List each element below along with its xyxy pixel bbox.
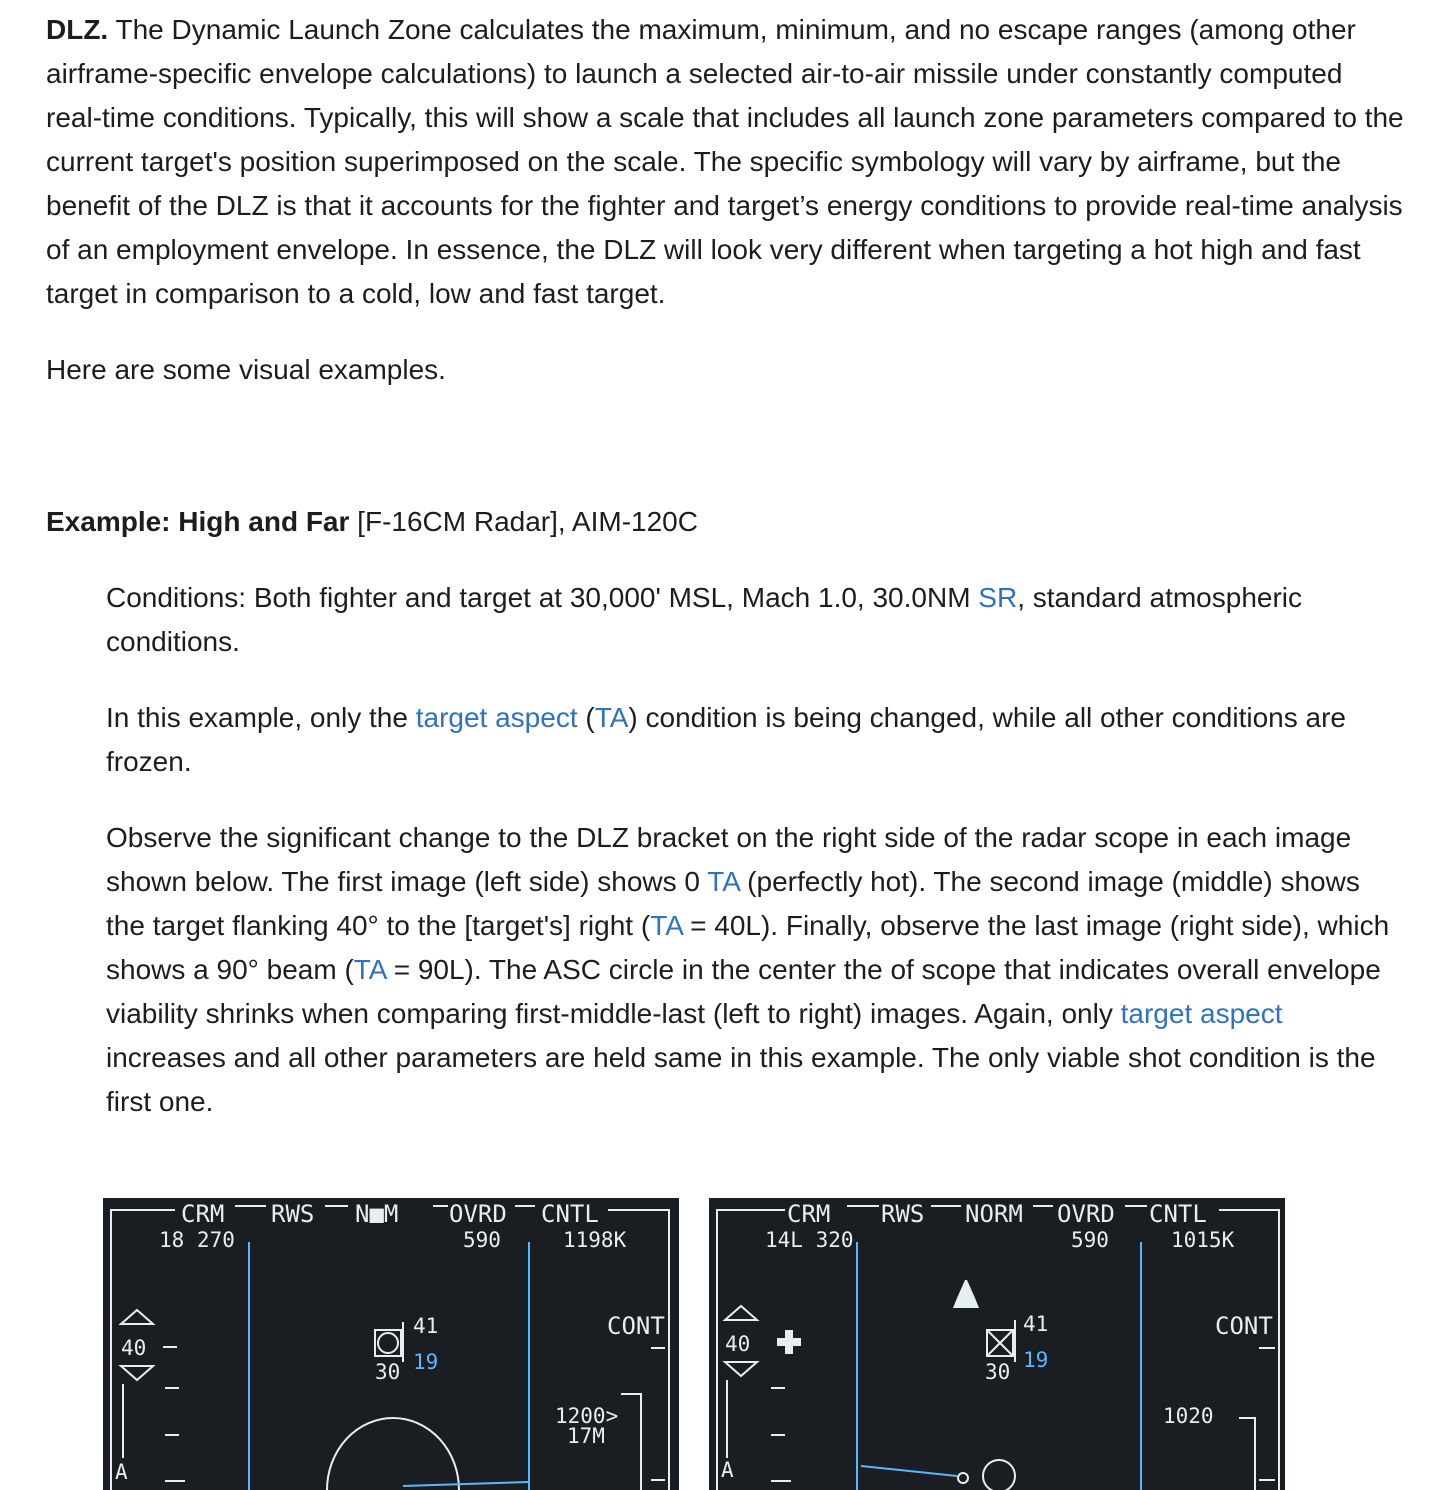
scope-2-track-heading: 30 — [985, 1360, 1011, 1384]
scope-1-cont-label: CONT — [607, 1312, 665, 1340]
dlz-description: The Dynamic Launch Zone calculates the maximum, minimum, and no escape ranges (among other airframe-specific envelope calculations) to launch a selected air-to-air missile under constantly computed real-time conditions. Typically, this will show a scale that includes all launch zone parameters compared to the current target's position superimposed on the scale. The specific symbology will vary by airframe, but the benefit of the DLZ is that it accounts for the fighter and target’s energy conditions to provide real-time analysis of an employment envelope. In essence, the DLZ will look very different when targeting a hot high and fast target in comparison to a cold, low and fast target. — [46, 14, 1404, 309]
scope-1-mode-ovrd: OVRD — [449, 1200, 507, 1228]
conditions-text-b: , standard atmospheric conditions. — [106, 582, 1303, 657]
scope-1-track-altitude: 41 — [413, 1314, 439, 1338]
scope-2-range-scale: 40 — [725, 1332, 751, 1356]
scope-2-range-azimuth: 14L 320 — [765, 1228, 854, 1252]
ta-link-3[interactable]: TA — [353, 954, 386, 985]
scope-2-mode-ovrd: OVRD — [1057, 1200, 1115, 1228]
observe-paragraph — [106, 816, 1406, 1124]
ta-link[interactable]: TA — [594, 702, 629, 733]
example-block — [46, 576, 1406, 1124]
scope-1-value-590: 590 — [463, 1228, 501, 1252]
scope-1-track-speed: 19 — [413, 1350, 439, 1374]
scope-1-mode-cntl: CNTL — [541, 1200, 599, 1228]
scope-2-mode-crm: CRM — [787, 1200, 831, 1228]
scope-1-dlz-time: 17M — [567, 1424, 605, 1448]
observe-text-5: increases and all other parameters are held same in this example. The only viable shot condition is the first one. — [106, 1042, 1376, 1117]
scope-1-range-scale: 40 — [121, 1336, 147, 1360]
aspect-paragraph — [106, 696, 1406, 784]
target-aspect-link[interactable]: target aspect — [415, 702, 578, 733]
dlz-paragraph — [46, 8, 1406, 316]
scope-1-dlz-range: 1200> — [555, 1404, 619, 1428]
scope-2-side-label: A — [721, 1458, 734, 1482]
scope-2-track-altitude: 41 — [1023, 1312, 1049, 1336]
aspect-text-b: ) condition is being changed, while all other conditions are frozen. — [106, 702, 1346, 777]
example-heading — [46, 500, 1406, 544]
observe-text-1: Observe the significant change to the DLZ bracket on the right side of the radar scope in each image shown below. The first image (left side) shows 0 — [106, 822, 1352, 897]
scope-1-side-label: A — [115, 1460, 128, 1484]
example-title-bold: Example: High and Far — [46, 506, 350, 537]
article-body — [46, 8, 1406, 1124]
example-title-rest: [F-16CM Radar], AIM-120C — [349, 506, 698, 537]
scope-1-mode-crm: CRM — [181, 1200, 225, 1228]
radar-scope-image-flank — [709, 1198, 1285, 1490]
scope-2-mode-norm: NORM — [965, 1200, 1023, 1228]
aspect-paren: ( — [577, 702, 595, 733]
conditions-paragraph — [106, 576, 1406, 664]
scope-1-track-heading: 30 — [375, 1360, 401, 1384]
scope-2-cont-label: CONT — [1215, 1312, 1273, 1340]
scope-2-dlz-range: 1020 — [1163, 1404, 1214, 1428]
conditions-text-a: Conditions: Both fighter and target at 30,000' MSL, Mach 1.0, 30.0NM — [106, 582, 979, 613]
radar-scope-image-hot — [103, 1198, 679, 1490]
ta-link-2[interactable]: TA — [650, 910, 683, 941]
scope-2-value-k: 1015K — [1171, 1228, 1235, 1252]
scope-2-track-speed: 19 — [1023, 1348, 1049, 1372]
scope-2-mode-cntl: CNTL — [1149, 1200, 1207, 1228]
observe-text-4: = 90L). The ASC circle in the center the of scope that indicates overall envelope viability shrinks when comparing first-middle-last (left to right) images. Again, only — [106, 954, 1381, 1029]
scope-1-value-k: 1198K — [563, 1228, 627, 1252]
dlz-term: DLZ. — [46, 14, 109, 45]
scope-1-mode-rws: RWS — [271, 1200, 315, 1228]
ta-link-1[interactable]: TA — [707, 866, 740, 897]
scope-2-value-590: 590 — [1071, 1228, 1109, 1252]
sr-link[interactable]: SR — [978, 582, 1018, 613]
examples-intro: Here are some visual examples. — [46, 354, 446, 385]
scope-1-range-azimuth: 18 270 — [159, 1228, 235, 1252]
observe-text-3: = 40L). Finally, observe the last image (right side), which shows a 90° beam ( — [106, 910, 1390, 985]
scope-1-mode-norm: N■M — [355, 1200, 399, 1228]
aspect-text-a: In this example, only the — [106, 702, 416, 733]
observe-text-2: (perfectly hot). The second image (middle) shows the target flanking 40° to the [target's] right ( — [106, 866, 1360, 941]
target-aspect-link-2[interactable]: target aspect — [1120, 998, 1283, 1029]
scope-2-mode-rws: RWS — [881, 1200, 925, 1228]
